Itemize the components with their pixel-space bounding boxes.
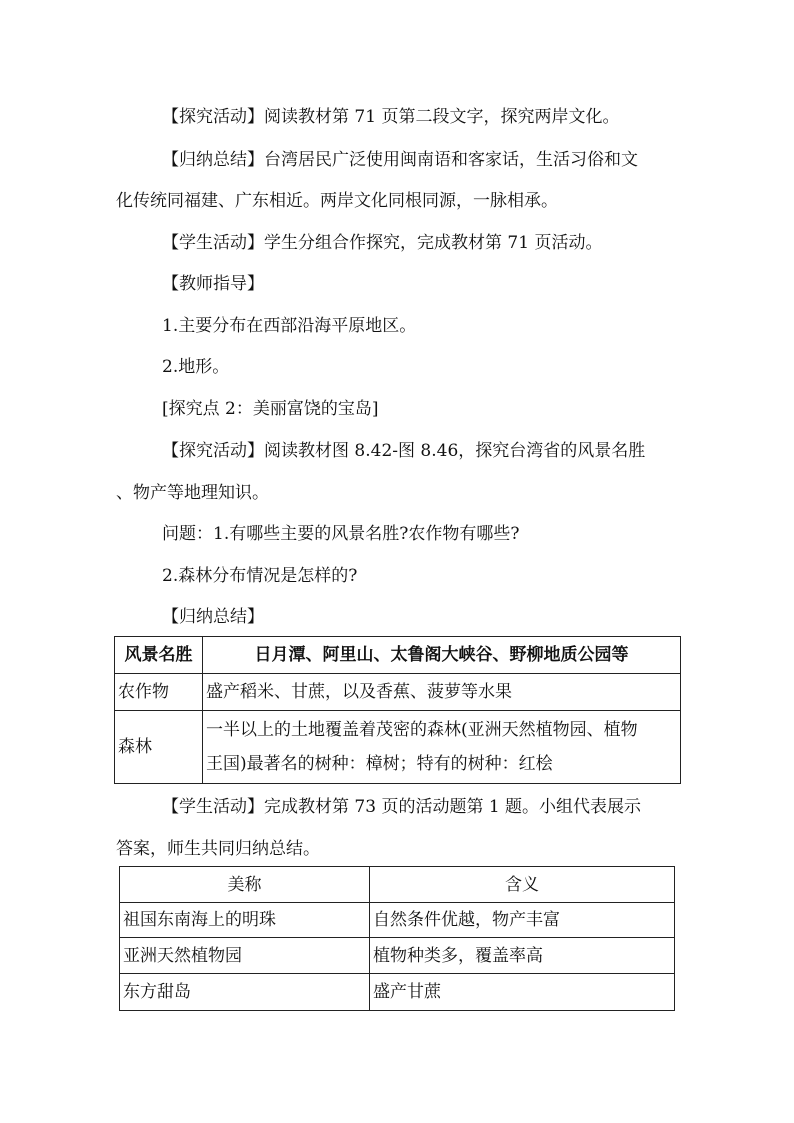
table-row [115,637,681,674]
table-header-row [120,867,675,903]
table-cell-label: 森林 [115,711,203,784]
table-cell-content: 盛产稻米、甘蔗，以及香蕉、菠萝等水果 [203,674,681,711]
paragraph-summary-1-line2: 化传统同福建、广东相近。两岸文化同根同源，一脉相承。 [116,191,558,211]
table-row [115,711,681,784]
taiwan-features-table [114,636,681,784]
nicknames-table [119,866,675,1011]
table-cell: 东方甜岛 [120,974,370,1011]
table-row [120,903,675,938]
paragraph-guide-item-1: 1.主要分布在西部沿海平原地区。 [162,316,417,336]
table-cell: 亚洲天然植物园 [120,938,370,974]
table-cell-content: 日月潭、阿里山、太鲁阁大峡谷、野柳地质公园等 [203,637,681,674]
paragraph-explore-activity-2-line1: 【探究活动】阅读教材图 8.42-图 8.46，探究台湾省的风景名胜 [162,441,646,461]
table-cell: 植物种类多，覆盖率高 [370,938,675,974]
table-row [120,974,675,1011]
table-row [120,938,675,974]
table-cell: 盛产甘蔗 [370,974,675,1011]
table-cell-label: 农作物 [115,674,203,711]
paragraph-student-activity-2-line2: 答案，师生共同归纳总结。 [116,839,320,859]
table-row [115,674,681,711]
table-cell: 自然条件优越，物产丰富 [370,903,675,938]
table-header-cell: 含义 [370,867,675,903]
paragraph-student-activity-1: 【学生活动】学生分组合作探究，完成教材第 71 页活动。 [162,233,603,253]
paragraph-guide-item-2: 2.地形。 [162,357,230,377]
table-cell: 祖国东南海上的明珠 [120,903,370,938]
paragraph-student-activity-2-line1: 【学生活动】完成教材第 73 页的活动题第 1 题。小组代表展示 [162,797,642,817]
table-header-cell: 美称 [120,867,370,903]
paragraph-question-1: 问题：1.有哪些主要的风景名胜?农作物有哪些? [162,524,520,544]
paragraph-explore-activity-2-line2: 、物产等地理知识。 [116,483,269,503]
paragraph-summary-2: 【归纳总结】 [162,607,264,627]
paragraph-teacher-guide: 【教师指导】 [162,274,264,294]
paragraph-question-2: 2.森林分布情况是怎样的? [162,566,358,586]
paragraph-summary-1-line1: 【归纳总结】台湾居民广泛使用闽南语和客家话，生活习俗和文 [162,150,638,170]
table-cell-content-line: 一半以上的土地覆盖着茂密的森林(亚洲天然植物园、植物 [206,720,638,740]
paragraph-explore-point-2: [探究点 2：美丽富饶的宝岛] [162,399,379,419]
table-cell-content-line: 王国)最著名的树种：樟树；特有的树种：红桧 [206,754,553,774]
table-cell-content [203,711,681,784]
table-cell-label: 风景名胜 [115,637,203,674]
paragraph-explore-activity-1: 【探究活动】阅读教材第 71 页第二段文字，探究两岸文化。 [162,107,620,127]
